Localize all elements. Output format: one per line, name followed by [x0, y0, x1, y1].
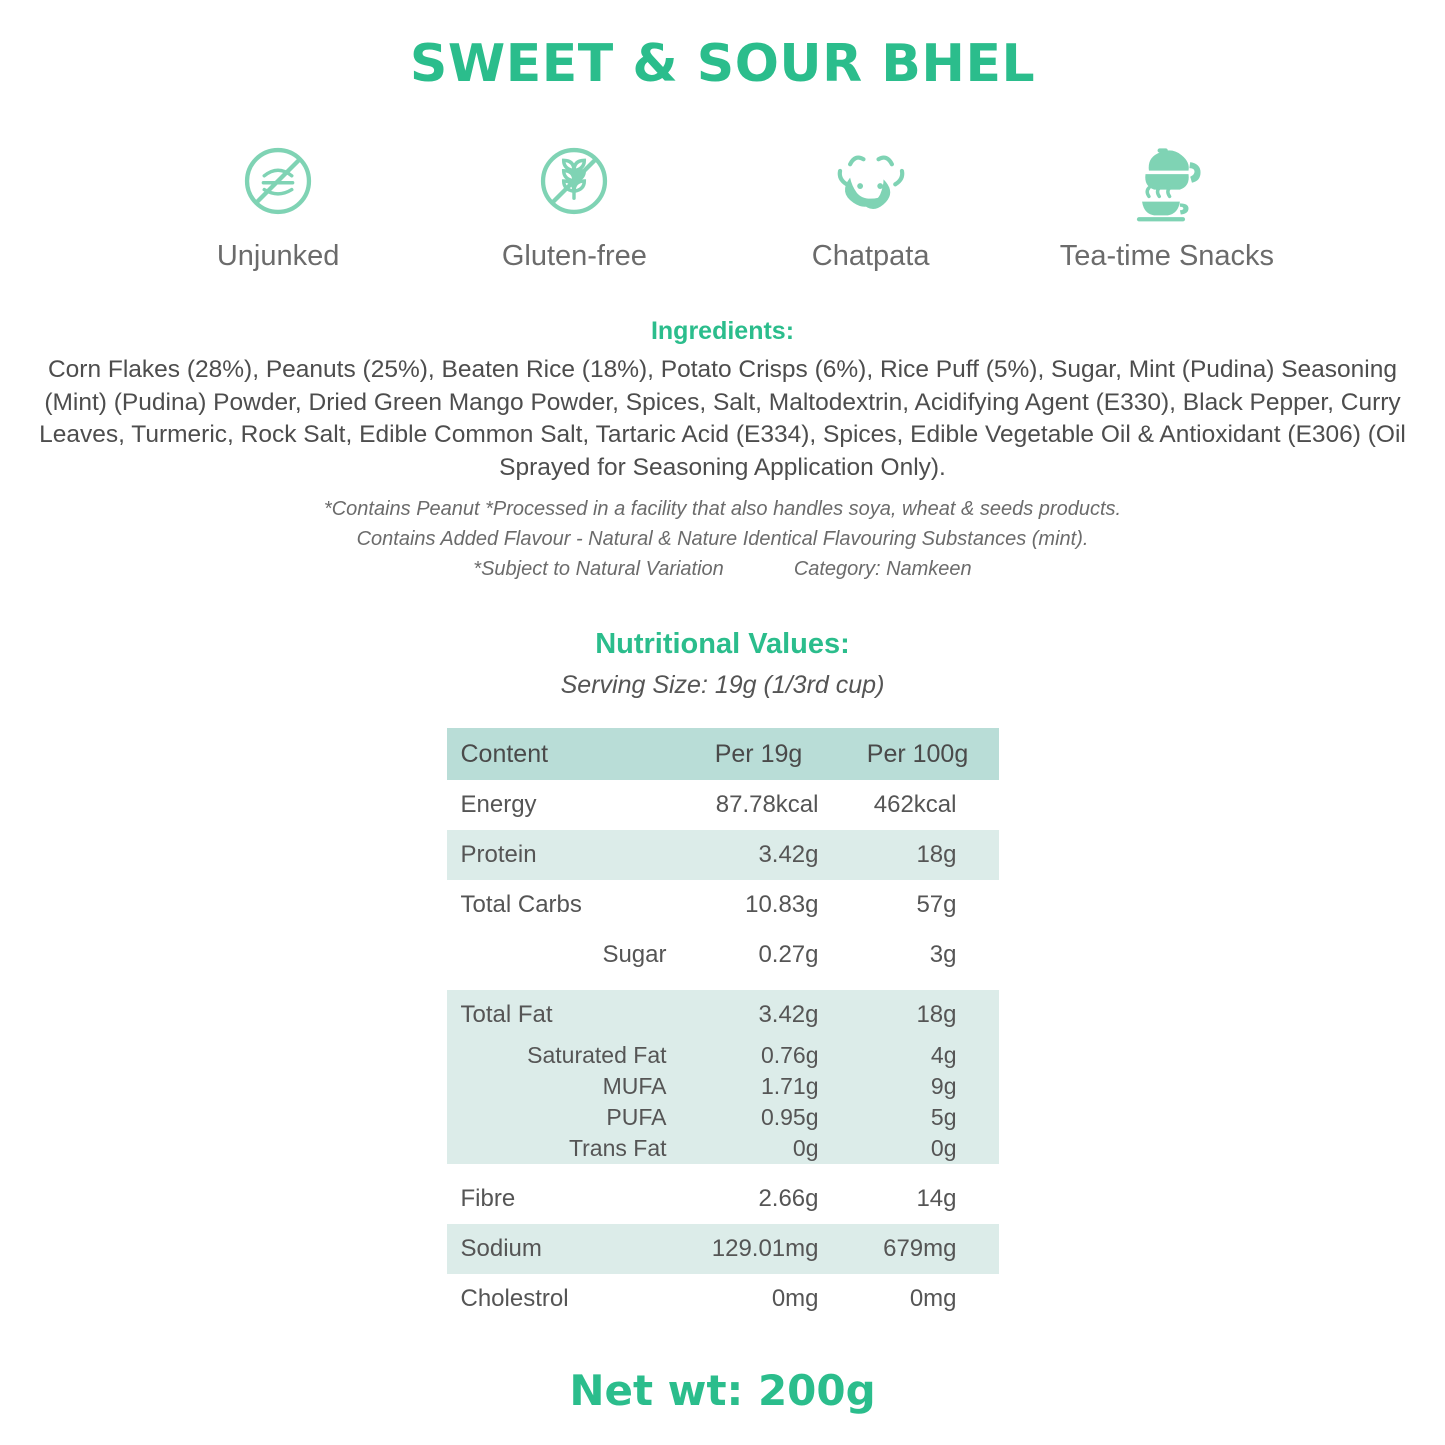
row-label: Sugar [447, 930, 681, 980]
badge-label: Chatpata [811, 240, 930, 272]
badge-label: Unjunked [216, 240, 340, 272]
row-per-100g: 5g [837, 1102, 999, 1133]
page-title: SWEET & SOUR BHEL [409, 34, 1036, 94]
header-per-19g: Per 19g [681, 728, 837, 780]
teapot-cup-icon [1019, 138, 1315, 224]
table-row [447, 830, 999, 880]
row-per-19g: 87.78kcal [681, 780, 837, 830]
row-per-19g: 3.42g [681, 990, 837, 1040]
table-row [447, 780, 999, 830]
row-per-19g: 0.27g [681, 930, 837, 980]
row-per-19g: 0g [681, 1133, 837, 1164]
row-label: MUFA [447, 1071, 681, 1102]
row-per-100g: 18g [837, 990, 999, 1040]
row-label: Total Fat [447, 990, 681, 1040]
variation-category-note [0, 554, 1445, 584]
row-per-100g: 9g [837, 1071, 999, 1102]
row-label: Fibre [447, 1174, 681, 1224]
flavour-note: Contains Added Flavour - Natural & Nature Identical Flavouring Substances (mint). [356, 528, 1089, 551]
no-gluten-wheat-icon [426, 138, 722, 224]
table-row [447, 880, 999, 930]
row-per-100g: 679mg [837, 1224, 999, 1274]
table-header-row [447, 728, 999, 780]
row-per-100g: 462kcal [837, 780, 999, 830]
row-per-19g: 10.83g [681, 880, 837, 930]
table-row [447, 1102, 999, 1133]
row-per-100g: 0g [837, 1133, 999, 1164]
feature-badges [0, 138, 1445, 273]
badge-unjunked [130, 138, 426, 273]
category-note: Category: Namkeen [793, 558, 972, 581]
header-per-100g: Per 100g [837, 728, 999, 780]
row-label: Total Carbs [447, 880, 681, 930]
table-row [447, 1224, 999, 1274]
table-gap [447, 980, 999, 990]
row-label: Trans Fat [447, 1133, 681, 1164]
row-per-100g: 4g [837, 1040, 999, 1071]
chilli-face-icon [723, 138, 1019, 224]
nutrition-heading: Nutritional Values: [595, 628, 850, 661]
net-weight: Net wt: 200g [569, 1366, 876, 1416]
row-per-19g: 1.71g [681, 1071, 837, 1102]
row-per-100g: 57g [837, 880, 999, 930]
table-row [447, 990, 999, 1040]
ingredients-heading: Ingredients: [650, 317, 795, 345]
allergen-note: *Contains Peanut *Processed in a facility that also handles soya, wheat & seeds products. [323, 498, 1122, 521]
row-per-100g: 18g [837, 830, 999, 880]
header-content: Content [447, 728, 681, 780]
row-label: Sodium [447, 1224, 681, 1274]
row-label: Protein [447, 830, 681, 880]
badge-chatpata [723, 138, 1019, 273]
nutrition-table [447, 728, 999, 1324]
row-label: Cholestrol [447, 1274, 681, 1324]
badge-tea-time [1019, 138, 1315, 273]
table-gap [447, 1164, 999, 1174]
table-row [447, 1071, 999, 1102]
row-label: Energy [447, 780, 681, 830]
row-per-19g: 2.66g [681, 1174, 837, 1224]
row-per-19g: 3.42g [681, 830, 837, 880]
serving-size: Serving Size: 19g (1/3rd cup) [560, 671, 885, 700]
row-per-100g: 0mg [837, 1274, 999, 1324]
row-per-100g: 14g [837, 1174, 999, 1224]
no-junk-food-icon [130, 138, 426, 224]
badge-gluten-free [426, 138, 722, 273]
table-row [447, 930, 999, 980]
variation-note: *Subject to Natural Variation [473, 558, 724, 581]
badge-label: Tea-time Snacks [1059, 240, 1275, 272]
ingredients-text: Corn Flakes (28%), Peanuts (25%), Beaten Rice (18%), Potato Crisps (6%), Rice Puff (5%), Sugar, Mint (Pudina) Seasoning (Mint) (Pudina) Powder, Dried Green Mango Powder, Spices, Salt, Maltodextrin, Acidifying Agent (E330), Black Pepper, Curry Leaves, Turmeric, Rock Salt, Edible Common Salt, Tartaric Acid (E334), Spices, Edible Vegetable Oil & Antioxidant (E306) (Oil Sprayed for Seasoning Application Only). [39, 356, 1406, 481]
row-per-100g: 3g [837, 930, 999, 980]
row-label: PUFA [447, 1102, 681, 1133]
row-per-19g: 129.01mg [681, 1224, 837, 1274]
table-row [447, 1040, 999, 1071]
table-row [447, 1174, 999, 1224]
row-per-19g: 0.76g [681, 1040, 837, 1071]
badge-label: Gluten-free [501, 240, 647, 272]
row-label: Saturated Fat [447, 1040, 681, 1071]
row-per-19g: 0.95g [681, 1102, 837, 1133]
table-row [447, 1133, 999, 1164]
table-row [447, 1274, 999, 1324]
row-per-19g: 0mg [681, 1274, 837, 1324]
